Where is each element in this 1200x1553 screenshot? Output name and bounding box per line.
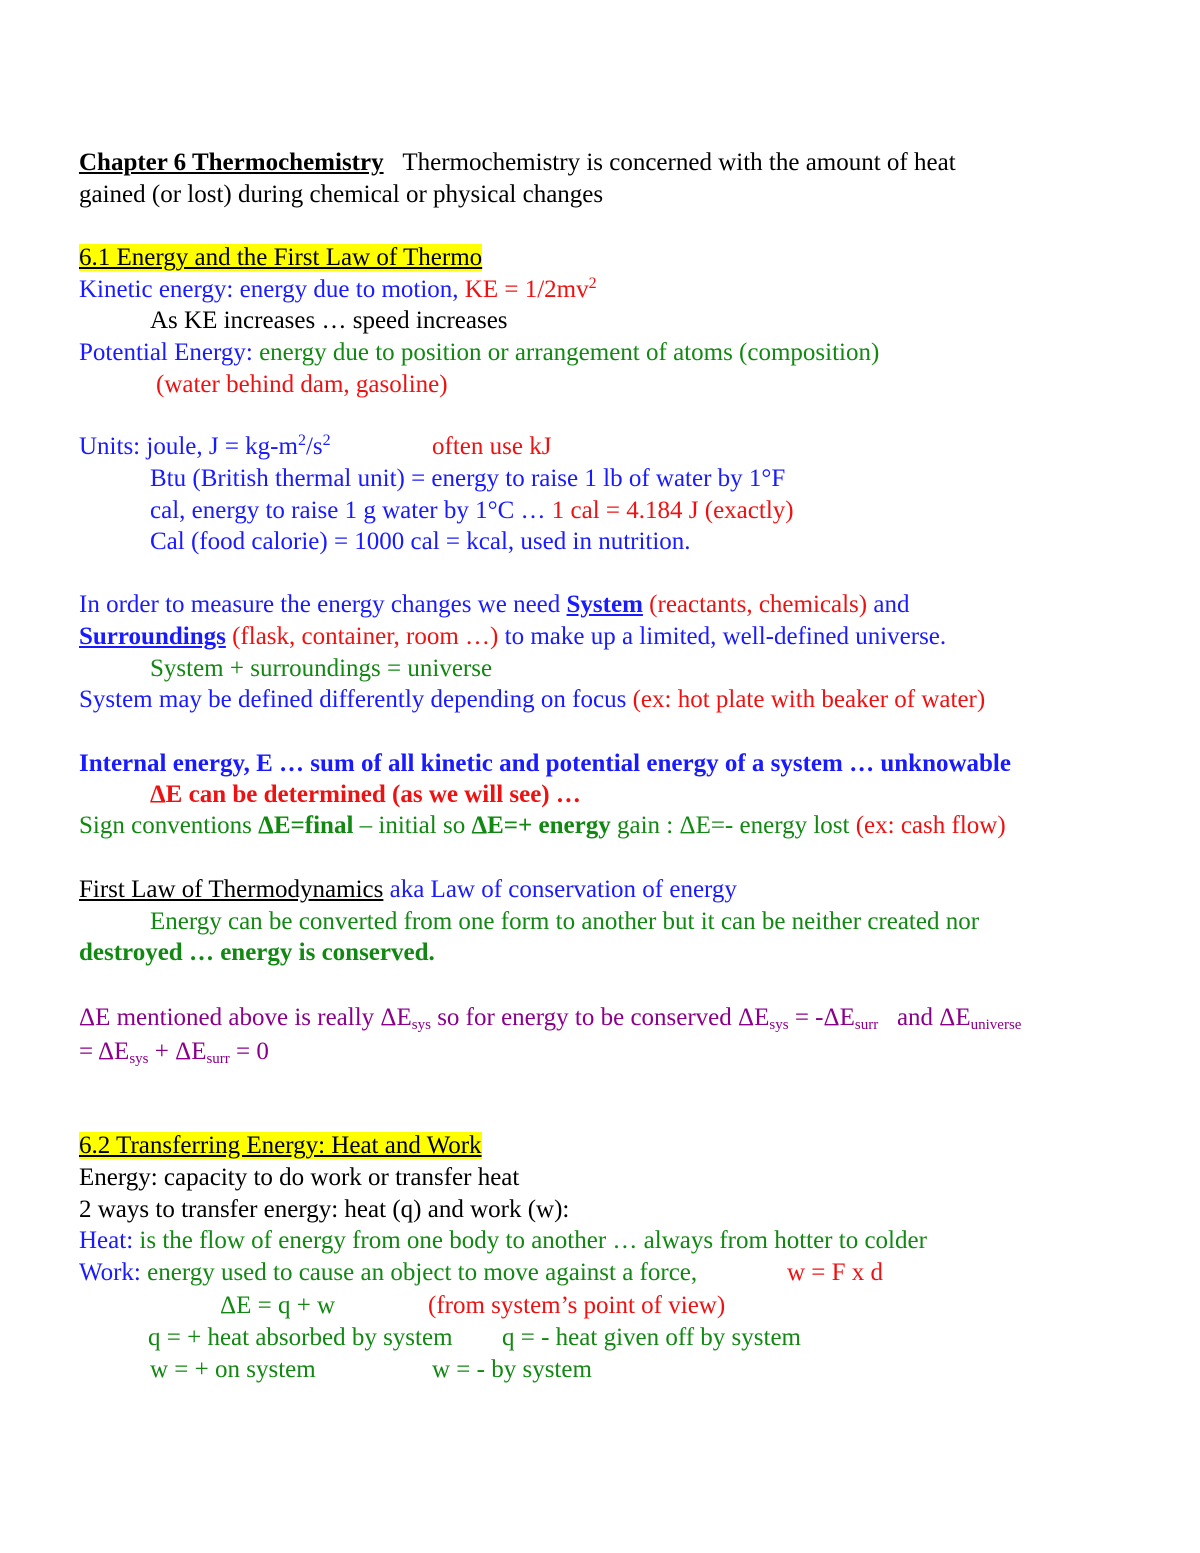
first-law-line [79, 875, 737, 905]
ke-speed-a: As KE increases [150, 307, 316, 334]
point-of-view: (from system’s point of view) [428, 1292, 726, 1319]
cal-a: cal, energy to raise 1 g water by 1°C … [150, 497, 546, 524]
intro-line-1 [79, 148, 956, 178]
sys-sub-3: surr [854, 1017, 879, 1033]
work-label: Work: [79, 1259, 141, 1286]
intro-text-1: Thermochemistry is concerned with the amount of heat [402, 149, 956, 176]
surr-rest: to make up a limited, well-defined universe. [504, 623, 947, 650]
measure-a: In order to measure the energy changes we need [79, 591, 561, 618]
units-line [79, 432, 331, 462]
q-minus: q = - heat given off by system [502, 1324, 801, 1351]
sys2-a: = ΔE [79, 1038, 130, 1065]
sign-c: – initial so [359, 812, 466, 839]
q-plus: q = + heat absorbed by system [148, 1324, 453, 1351]
ke-formula-text: KE = 1/2mv [464, 276, 589, 303]
sys2-sub-1: sys [129, 1051, 149, 1067]
conservation-line-1: Energy can be converted from one form to another but it can be neither created nor [150, 908, 980, 935]
measure-b: (reactants, chemicals) [649, 591, 868, 618]
first-law-title: First Law of Thermodynamics [79, 876, 384, 903]
section-6-1-heading-text: 6.1 Energy and the First Law of Thermo [79, 244, 483, 271]
sys-sub-1: sys [411, 1017, 431, 1033]
pe-text: energy due to position or arrangement of atoms (composition) [259, 339, 880, 366]
transfer-ways-line: 2 ways to transfer energy: heat (q) and work (w): [79, 1196, 570, 1223]
sign-f: (ex: cash flow) [855, 812, 1006, 839]
sys-b: so for energy to be conserved ΔE [437, 1004, 770, 1031]
sys-a: ΔE mentioned above is really ΔE [79, 1004, 412, 1031]
sign-conventions-line [79, 811, 1006, 841]
pe-examples: (water behind dam, gasoline) [156, 371, 448, 398]
sys2-c: = 0 [236, 1038, 269, 1065]
delta-e-equation: ΔE = q + w [220, 1292, 336, 1319]
conservation-line-2: destroyed … energy is conserved. [79, 939, 435, 966]
heat-label: Heat: [79, 1227, 134, 1254]
cal-line [150, 496, 794, 526]
sys-d: and ΔE [896, 1004, 971, 1031]
pe-label: Potential Energy: [79, 339, 253, 366]
units-kj: often use kJ [432, 433, 552, 460]
units-exp-1: 2 [297, 432, 306, 449]
units-exp-2: 2 [322, 432, 331, 449]
ke-speed-b: … speed increases [321, 307, 508, 334]
food-calorie-line: Cal (food calorie) = 1000 cal = kcal, used in nutrition. [150, 528, 691, 555]
btu-line: Btu (British thermal unit) = energy to raise 1 lb of water by 1°F [150, 465, 786, 492]
units-a: Units: joule, J = kg-m [79, 433, 298, 460]
sign-e: gain : ΔE=- energy lost [617, 812, 850, 839]
sys2-sub-2: surr [206, 1051, 230, 1067]
system-word: System [566, 591, 643, 618]
ke-formula [465, 276, 597, 303]
surroundings-line [79, 622, 946, 652]
ke-exponent: 2 [588, 275, 597, 292]
sys2-b: + ΔE [154, 1038, 207, 1065]
section-6-2-heading [79, 1131, 482, 1161]
sys-c: = -ΔE [794, 1004, 855, 1031]
focus-line [79, 685, 985, 715]
surroundings-word: Surroundings [79, 623, 226, 650]
work-text: energy used to cause an object to move against a force, [147, 1259, 698, 1286]
heat-line [79, 1226, 927, 1256]
sign-d: ΔE=+ energy [471, 812, 611, 839]
kinetic-energy-line [79, 275, 597, 305]
internal-energy-line: Internal energy, E … sum of all kinetic and potential energy of a system … unknowable [79, 750, 1011, 777]
surr-examples: (flask, container, room …) [232, 623, 499, 650]
w-minus: w = - by system [432, 1356, 592, 1383]
potential-energy-line [79, 338, 879, 368]
focus-b: (ex: hot plate with beaker of water) [632, 686, 986, 713]
delta-sys-line-2 [79, 1037, 269, 1067]
section-6-2-heading-text: 6.2 Transferring Energy: Heat and Work [79, 1132, 482, 1159]
section-6-1-heading [79, 243, 482, 273]
ke-speed-line [150, 306, 508, 336]
measure-line [79, 590, 909, 620]
measure-c: and [873, 591, 910, 618]
cal-b: 1 cal = 4.184 J (exactly) [551, 497, 794, 524]
delta-e-determined: ΔE can be determined (as we will see) … [150, 781, 581, 808]
w-plus: w = + on system [150, 1356, 316, 1383]
work-formula: w = F x d [787, 1259, 884, 1286]
ke-label: Kinetic energy: energy due to motion, [79, 276, 459, 303]
sign-b: ΔE=final [258, 812, 354, 839]
chapter-title: Chapter 6 Thermochemistry [79, 149, 384, 176]
energy-capacity-line: Energy: capacity to do work or transfer heat [79, 1164, 520, 1191]
sign-a: Sign conventions [79, 812, 252, 839]
delta-sys-line [79, 1003, 1021, 1033]
first-law-aka: aka Law of conservation of energy [389, 876, 737, 903]
sys-sub-4: universe [970, 1017, 1022, 1033]
sys-sub-2: sys [769, 1017, 789, 1033]
focus-a: System may be defined differently depending on focus [79, 686, 627, 713]
intro-line-2: gained (or lost) during chemical or physical changes [79, 181, 604, 208]
units-b: /s [305, 433, 323, 460]
work-line [79, 1258, 697, 1288]
universe-line: System + surroundings = universe [150, 655, 493, 682]
heat-text: is the flow of energy from one body to another … always from hotter to colder [139, 1227, 927, 1254]
